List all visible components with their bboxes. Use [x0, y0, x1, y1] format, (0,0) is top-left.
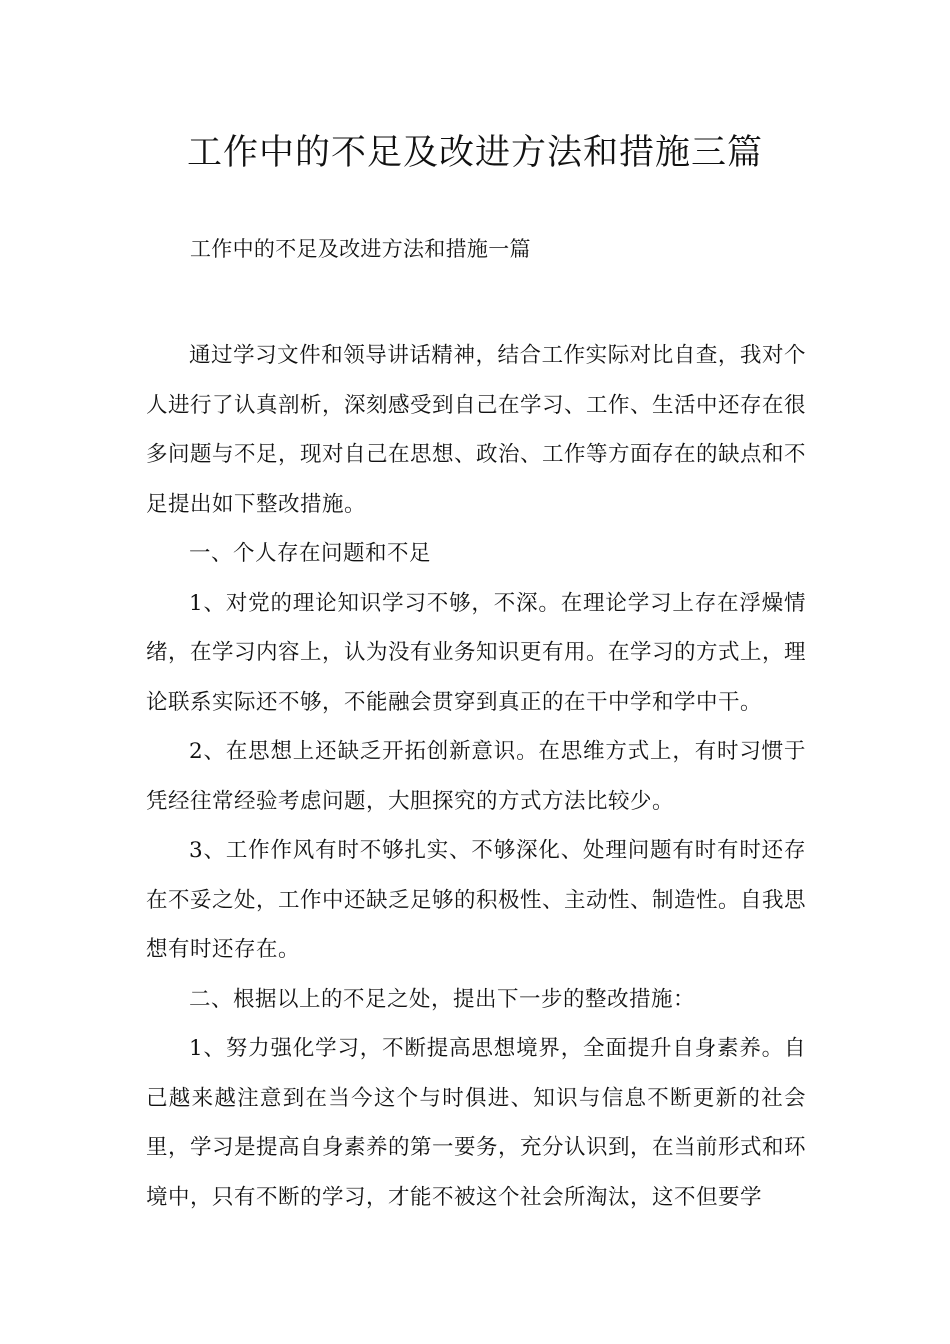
paragraph-measure-1: 1、努力强化学习，不断提高思想境界，全面提升自身素养。自己越来越注意到在当今这个与时俱进、知识与信息不断更新的社会里，学习是提高自身素养的第一要务，充分认识到，在当前形式和环境中，只有不断的学习，才能不被这个社会所淘汰，这不但要学 — [146, 1036, 807, 1210]
paragraph-problem-3: 3、工作作风有时不够扎实、不够深化、处理问题有时有时还存在不妥之处，工作中还缺乏足够的积极性、主动性、制造性。自我思想有时还存在。 — [146, 838, 807, 962]
section-heading-measures: 二、根据以上的不足之处，提出下一步的整改措施： — [189, 986, 696, 1012]
document-body — [146, 331, 806, 1222]
paragraph-problem-2: 2、在思想上还缺乏开拓创新意识。在思维方式上，有时习惯于凭经往常经验考虑问题，大胆探究的方式方法比较少。 — [146, 739, 806, 814]
section-heading-problems: 一、个人存在问题和不足 — [189, 541, 432, 566]
document-title: 工作中的不足及改进方法和措施三篇 — [186, 133, 763, 173]
paragraph-intro: 通过学习文件和领导讲话精神，结合工作实际对比自查，我对个人进行了认真剖析，深刻感受到自己在学习、工作、生活中还存在很多问题与不足，现对自己在思想、政治、工作等方面存在的缺点和不足提出如下整改措施。 — [146, 343, 807, 517]
document-subtitle: 工作中的不足及改进方法和措施一篇 — [190, 237, 531, 261]
paragraph-problem-1: 1、对党的理论知识学习不够，不深。在理论学习上存在浮燥情绪，在学习内容上，认为没有业务知识更有用。在学习的方式上，理论联系实际还不够，不能融会贯穿到真正的在干中学和学中干。 — [146, 590, 807, 715]
